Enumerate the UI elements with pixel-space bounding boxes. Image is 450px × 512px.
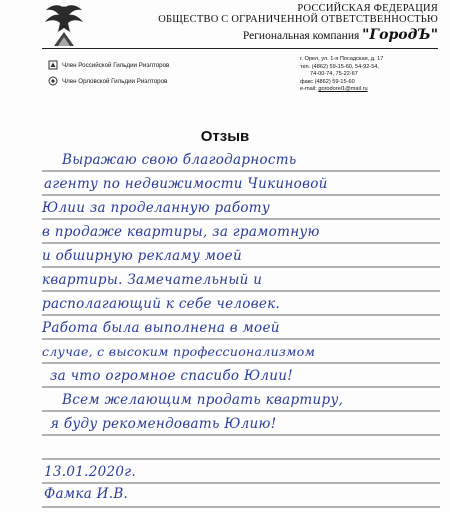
company-name: "ГородЪ" (362, 27, 438, 43)
email-link[interactable]: gorodorel1@mail.ru (318, 86, 368, 93)
handwritten-line: квартиры. Замечательный и (42, 272, 263, 288)
handwritten-line: Всем желающим продать квартиру, (62, 392, 344, 408)
handwritten-line: и обширную рекламу моей (42, 248, 242, 264)
handwritten-date: 13.01.2020г. (44, 464, 137, 480)
letterhead-org-type: ОБЩЕСТВО С ОГРАНИЧЕННОЙ ОТВЕТСТВЕННОСТЬЮ (158, 14, 438, 25)
contact-email (300, 86, 383, 94)
handwritten-line: за что огромное спасибо Юлии! (50, 368, 293, 384)
guild-rgr (48, 60, 169, 70)
handwritten-line: Юлии за проделанную работу (42, 200, 271, 216)
contact-fax: факс (4862) 59-15-60 (300, 78, 355, 85)
contact-address: г. Орел, ул. 1-я Посадская, д. 17 (300, 56, 384, 62)
handwritten-line: Выражаю свою благодарность (62, 152, 297, 168)
guild-rgr-label: Член Российской Гильдии Риэлторов (62, 61, 170, 69)
header-divider (42, 48, 438, 49)
contact-phone-2: 74-00-74, 75-22-67 (310, 71, 358, 78)
handwritten-line: агенту по недвижимости Чикиновой (44, 176, 328, 192)
rgr-emblem-icon (48, 60, 58, 70)
document-title: Отзыв (200, 128, 250, 145)
company-prefix: Региональная компания (242, 30, 360, 42)
contact-phone-1: тел. (4862) 59-15-60, 54-92-54, (300, 63, 379, 70)
handwritten-line: случае, с высоким профессионализмом (42, 344, 316, 359)
handwritten-line: располагающий к себе человек. (42, 296, 281, 312)
guild-ogr-label: Член Орловской Гильдии Риэлторов (62, 77, 168, 85)
handwritten-signature: Фамка И.В. (44, 486, 129, 502)
guild-ogr (48, 76, 167, 86)
eagle-logo-icon (42, 2, 86, 48)
contact-block (300, 56, 383, 94)
email-prefix: e-mail: (300, 86, 319, 93)
ogr-emblem-icon (48, 76, 58, 86)
handwritten-line: Работа была выполнена в моей (42, 320, 280, 336)
letterhead-country: РОССИЙСКАЯ ФЕДЕРАЦИЯ (297, 3, 438, 14)
letterhead-company (243, 28, 438, 43)
handwritten-line: я буду рекомендовать Юлию! (50, 416, 277, 432)
handwritten-line: в продаже квартиры, за грамотную (42, 224, 320, 240)
